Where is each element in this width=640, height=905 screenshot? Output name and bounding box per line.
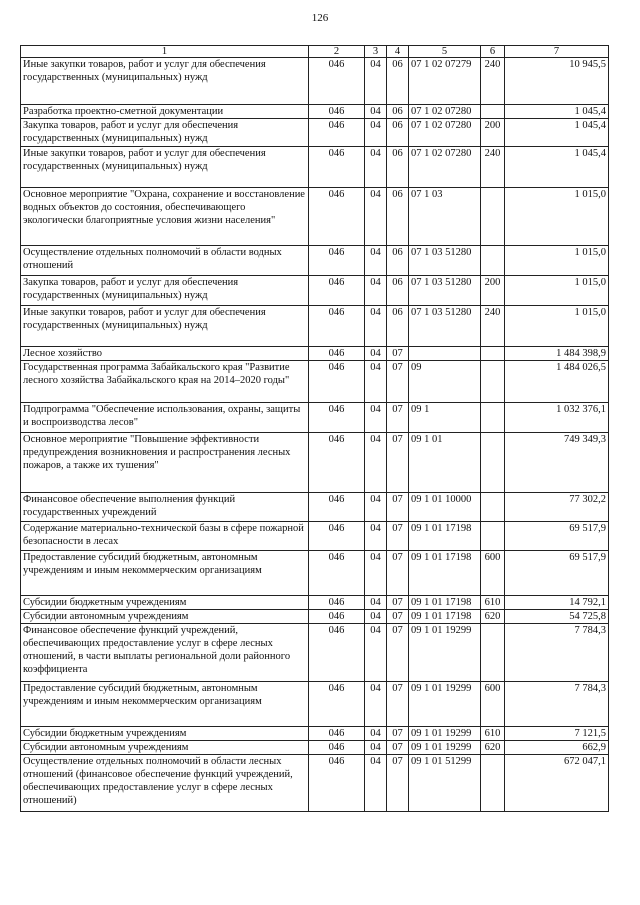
row-vr-code: 600	[481, 551, 505, 596]
row-sum: 1 484 398,9	[505, 347, 609, 361]
table-row	[21, 493, 609, 522]
row-vr-code: 620	[481, 610, 505, 624]
row-name: Субсидии бюджетным учреждениям	[21, 596, 309, 610]
row-sum: 54 725,8	[505, 610, 609, 624]
row-pr-code: 06	[387, 58, 409, 105]
col-header-rz: 3	[365, 46, 387, 58]
row-gr-code: 046	[309, 624, 365, 682]
row-cs-code: 09 1 01 17198	[409, 610, 481, 624]
table-row	[21, 58, 609, 105]
row-pr-code: 07	[387, 596, 409, 610]
row-rz-code: 04	[365, 596, 387, 610]
row-pr-code: 07	[387, 347, 409, 361]
row-gr-code: 046	[309, 682, 365, 727]
header-row	[21, 46, 609, 58]
table-row	[21, 147, 609, 188]
table-row	[21, 610, 609, 624]
row-gr-code: 046	[309, 551, 365, 596]
row-pr-code: 06	[387, 246, 409, 276]
row-rz-code: 04	[365, 682, 387, 727]
row-sum: 10 945,5	[505, 58, 609, 105]
row-sum: 14 792,1	[505, 596, 609, 610]
row-cs-code: 09	[409, 361, 481, 403]
row-pr-code: 06	[387, 147, 409, 188]
row-sum: 7 121,5	[505, 727, 609, 741]
row-vr-code: 200	[481, 276, 505, 306]
row-rz-code: 04	[365, 147, 387, 188]
row-vr-code	[481, 493, 505, 522]
row-rz-code: 04	[365, 276, 387, 306]
page-number: 126	[311, 12, 329, 24]
row-pr-code: 06	[387, 276, 409, 306]
row-gr-code: 046	[309, 403, 365, 433]
row-cs-code: 07 1 03 51280	[409, 276, 481, 306]
row-cs-code: 07 1 02 07280	[409, 105, 481, 119]
row-pr-code: 07	[387, 624, 409, 682]
row-sum: 1 484 026,5	[505, 361, 609, 403]
row-name: Субсидии автономным учреждениям	[21, 610, 309, 624]
row-cs-code: 09 1 01 17198	[409, 551, 481, 596]
row-rz-code: 04	[365, 433, 387, 493]
row-cs-code: 09 1 01 51299	[409, 755, 481, 812]
row-cs-code: 09 1 01	[409, 433, 481, 493]
row-pr-code: 07	[387, 551, 409, 596]
table-row	[21, 433, 609, 493]
row-gr-code: 046	[309, 105, 365, 119]
row-vr-code: 240	[481, 306, 505, 347]
row-gr-code: 046	[309, 755, 365, 812]
col-header-gr: 2	[309, 46, 365, 58]
row-sum: 1 015,0	[505, 306, 609, 347]
row-cs-code: 09 1 01 19299	[409, 682, 481, 727]
row-cs-code: 07 1 03	[409, 188, 481, 246]
row-name: Предоставление субсидий бюджетным, автономным учреждениям и иным некоммерческим организациям	[21, 682, 309, 727]
table-row	[21, 246, 609, 276]
row-cs-code: 09 1 01 19299	[409, 727, 481, 741]
row-sum: 1 015,0	[505, 246, 609, 276]
row-pr-code: 07	[387, 755, 409, 812]
row-gr-code: 046	[309, 58, 365, 105]
row-cs-code: 07 1 02 07279	[409, 58, 481, 105]
row-name: Основное мероприятие "Охрана, сохранение и восстановление водных объектов до состояния, обеспечивающего экологически благоприятные условия жизни населения"	[21, 188, 309, 246]
row-gr-code: 046	[309, 596, 365, 610]
row-vr-code	[481, 403, 505, 433]
row-gr-code: 046	[309, 246, 365, 276]
row-rz-code: 04	[365, 105, 387, 119]
table-row	[21, 347, 609, 361]
row-name: Подпрограмма "Обеспечение использования, охраны, защиты и воспроизводства лесов"	[21, 403, 309, 433]
row-rz-code: 04	[365, 306, 387, 347]
row-gr-code: 046	[309, 522, 365, 551]
row-sum: 7 784,3	[505, 682, 609, 727]
row-cs-code: 09 1 01 17198	[409, 596, 481, 610]
row-name: Иные закупки товаров, работ и услуг для обеспечения государственных (муниципальных) нужд	[21, 306, 309, 347]
row-name: Осуществление отдельных полномочий в области лесных отношений (финансовое обеспечение функций учреждений, обеспечивающих предоставление услуг в сфере лесных отношений)	[21, 755, 309, 812]
row-vr-code: 620	[481, 741, 505, 755]
row-vr-code	[481, 522, 505, 551]
row-pr-code: 07	[387, 610, 409, 624]
row-gr-code: 046	[309, 347, 365, 361]
table-row	[21, 276, 609, 306]
table-row	[21, 596, 609, 610]
row-gr-code: 046	[309, 276, 365, 306]
col-header-pr: 4	[387, 46, 409, 58]
row-name: Разработка проектно-сметной документации	[21, 105, 309, 119]
row-sum: 1 045,4	[505, 105, 609, 119]
row-vr-code: 240	[481, 58, 505, 105]
row-pr-code: 07	[387, 403, 409, 433]
row-gr-code: 046	[309, 119, 365, 147]
row-sum: 1 032 376,1	[505, 403, 609, 433]
row-sum: 77 302,2	[505, 493, 609, 522]
table-row	[21, 682, 609, 727]
row-pr-code: 07	[387, 522, 409, 551]
row-sum: 672 047,1	[505, 755, 609, 812]
row-name: Финансовое обеспечение выполнения функций государственных учреждений	[21, 493, 309, 522]
row-vr-code	[481, 105, 505, 119]
row-rz-code: 04	[365, 551, 387, 596]
col-header-sum: 7	[505, 46, 609, 58]
row-vr-code	[481, 624, 505, 682]
table-row	[21, 727, 609, 741]
row-vr-code	[481, 347, 505, 361]
row-name: Субсидии бюджетным учреждениям	[21, 727, 309, 741]
row-name: Иные закупки товаров, работ и услуг для обеспечения государственных (муниципальных) нужд	[21, 147, 309, 188]
row-cs-code: 07 1 03 51280	[409, 306, 481, 347]
row-pr-code: 07	[387, 493, 409, 522]
table-row	[21, 188, 609, 246]
row-sum: 1 015,0	[505, 276, 609, 306]
row-sum: 1 015,0	[505, 188, 609, 246]
table-row	[21, 522, 609, 551]
row-sum: 7 784,3	[505, 624, 609, 682]
row-name: Государственная программа Забайкальского края "Развитие лесного хозяйства Забайкальского края на 2014–2020 годы"	[21, 361, 309, 403]
row-vr-code	[481, 246, 505, 276]
row-pr-code: 06	[387, 119, 409, 147]
row-name: Закупка товаров, работ и услуг для обеспечения государственных (муниципальных) нужд	[21, 276, 309, 306]
row-gr-code: 046	[309, 493, 365, 522]
row-pr-code: 07	[387, 741, 409, 755]
row-vr-code: 240	[481, 147, 505, 188]
row-rz-code: 04	[365, 741, 387, 755]
row-sum: 749 349,3	[505, 433, 609, 493]
row-rz-code: 04	[365, 493, 387, 522]
row-pr-code: 06	[387, 105, 409, 119]
row-cs-code	[409, 347, 481, 361]
row-vr-code: 610	[481, 727, 505, 741]
row-name: Иные закупки товаров, работ и услуг для обеспечения государственных (муниципальных) нужд	[21, 58, 309, 105]
row-rz-code: 04	[365, 522, 387, 551]
row-cs-code: 09 1 01 10000	[409, 493, 481, 522]
table-row	[21, 624, 609, 682]
row-name: Содержание материально-технической базы в сфере пожарной безопасности в лесах	[21, 522, 309, 551]
row-rz-code: 04	[365, 403, 387, 433]
row-rz-code: 04	[365, 246, 387, 276]
row-gr-code: 046	[309, 610, 365, 624]
row-gr-code: 046	[309, 741, 365, 755]
row-name: Предоставление субсидий бюджетным, автономным учреждениям и иным некоммерческим организациям	[21, 551, 309, 596]
table-row	[21, 741, 609, 755]
row-vr-code	[481, 188, 505, 246]
row-cs-code: 09 1 01 19299	[409, 741, 481, 755]
table-row	[21, 551, 609, 596]
row-vr-code: 200	[481, 119, 505, 147]
col-header-cs: 5	[409, 46, 481, 58]
row-pr-code: 06	[387, 188, 409, 246]
row-gr-code: 046	[309, 361, 365, 403]
row-rz-code: 04	[365, 347, 387, 361]
row-cs-code: 07 1 03 51280	[409, 246, 481, 276]
row-name: Основное мероприятие "Повышение эффективности предупреждения возникновения и распространения лесных пожаров, а также их тушения"	[21, 433, 309, 493]
row-sum: 1 045,4	[505, 147, 609, 188]
row-vr-code	[481, 361, 505, 403]
row-name: Финансовое обеспечение функций учреждений, обеспечивающих предоставление услуг в сфере лесных отношений, в части выплаты региональной доли районного коэффициента	[21, 624, 309, 682]
table-row	[21, 755, 609, 812]
row-cs-code: 07 1 02 07280	[409, 147, 481, 188]
row-cs-code: 07 1 02 07280	[409, 119, 481, 147]
row-gr-code: 046	[309, 433, 365, 493]
row-gr-code: 046	[309, 147, 365, 188]
row-pr-code: 07	[387, 727, 409, 741]
table-row	[21, 119, 609, 147]
row-cs-code: 09 1 01 17198	[409, 522, 481, 551]
table-row	[21, 306, 609, 347]
table-row	[21, 105, 609, 119]
table-row	[21, 403, 609, 433]
row-vr-code	[481, 755, 505, 812]
row-pr-code: 07	[387, 361, 409, 403]
row-pr-code: 07	[387, 682, 409, 727]
row-sum: 1 045,4	[505, 119, 609, 147]
row-rz-code: 04	[365, 188, 387, 246]
row-rz-code: 04	[365, 755, 387, 812]
row-cs-code: 09 1	[409, 403, 481, 433]
row-rz-code: 04	[365, 361, 387, 403]
row-sum: 69 517,9	[505, 522, 609, 551]
row-name: Осуществление отдельных полномочий в области водных отношений	[21, 246, 309, 276]
col-header-name: 1	[21, 46, 309, 58]
row-name: Закупка товаров, работ и услуг для обеспечения государственных (муниципальных) нужд	[21, 119, 309, 147]
row-gr-code: 046	[309, 727, 365, 741]
row-cs-code: 09 1 01 19299	[409, 624, 481, 682]
table-row	[21, 361, 609, 403]
row-sum: 662,9	[505, 741, 609, 755]
row-rz-code: 04	[365, 727, 387, 741]
row-gr-code: 046	[309, 188, 365, 246]
row-pr-code: 07	[387, 433, 409, 493]
row-vr-code: 600	[481, 682, 505, 727]
row-vr-code	[481, 433, 505, 493]
col-header-vr: 6	[481, 46, 505, 58]
budget-table	[20, 45, 609, 812]
row-name: Лесное хозяйство	[21, 347, 309, 361]
row-rz-code: 04	[365, 624, 387, 682]
row-rz-code: 04	[365, 610, 387, 624]
row-vr-code: 610	[481, 596, 505, 610]
row-sum: 69 517,9	[505, 551, 609, 596]
row-rz-code: 04	[365, 119, 387, 147]
row-name: Субсидии автономным учреждениям	[21, 741, 309, 755]
row-rz-code: 04	[365, 58, 387, 105]
row-pr-code: 06	[387, 306, 409, 347]
row-gr-code: 046	[309, 306, 365, 347]
